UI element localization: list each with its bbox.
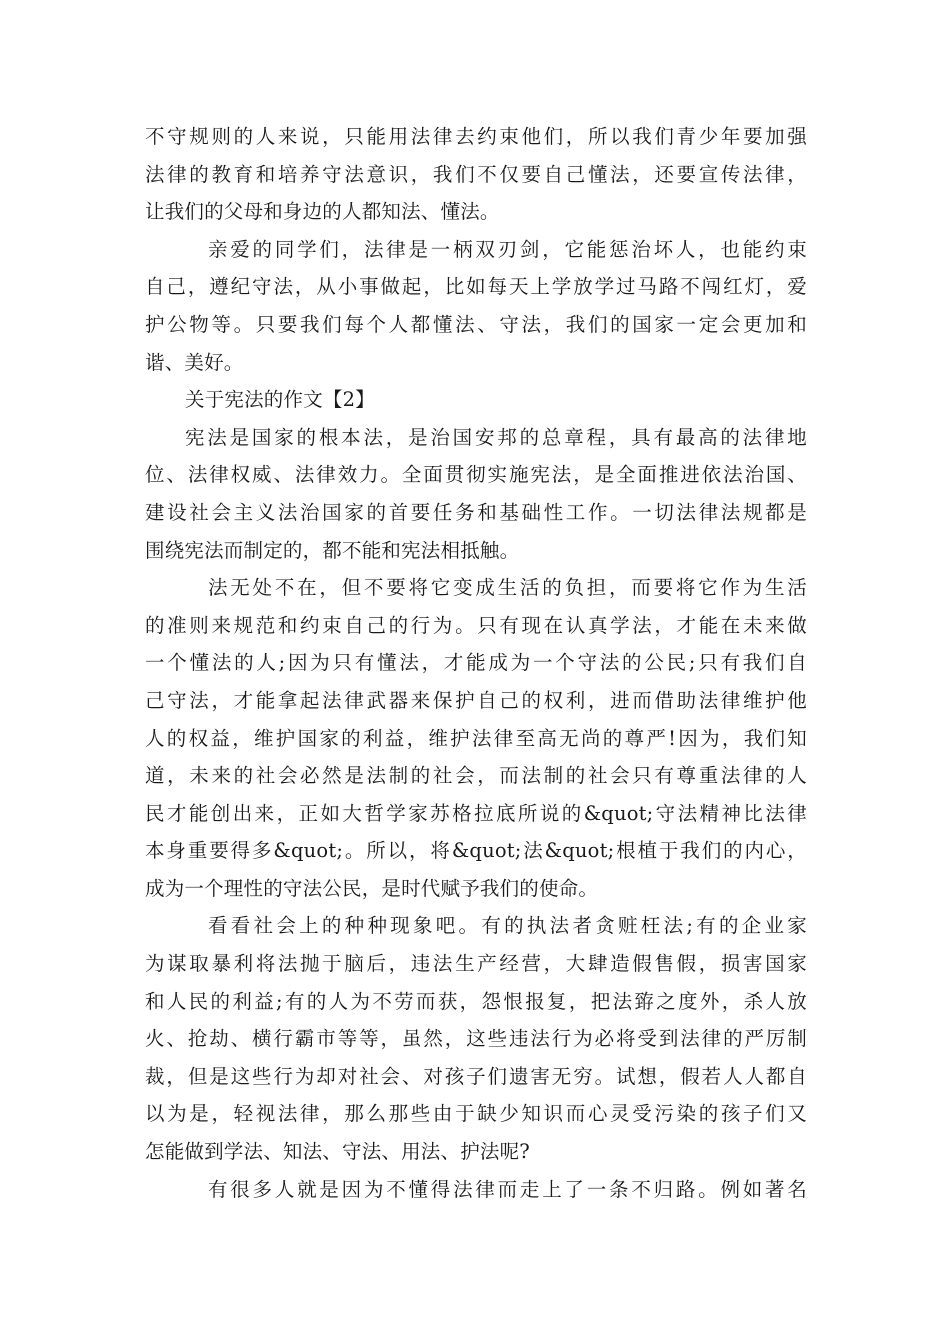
text-line: 成为一个理性的守法公民，是时代赋予我们的使命。 — [145, 876, 599, 900]
text-line: 建设社会主义法治国家的首要任务和基础性工作。一切法律法规都是 — [145, 500, 807, 524]
section-heading: 关于宪法的作文【2】 — [185, 388, 375, 412]
text-line: 宪法是国家的根本法，是治国安邦的总章程，具有最高的法律地 — [185, 425, 807, 449]
text-line: 人的权益，维护国家的利益，维护法律至高无尚的尊严!因为，我们知 — [145, 726, 807, 750]
text-line: 和人民的利益;有的人为不劳而获，怨恨报复，把法臶之度外，杀人放 — [145, 989, 807, 1013]
text-line: 一个懂法的人;因为只有懂法，才能成为一个守法的公民;只有我们自 — [145, 651, 807, 675]
text-line: 围绕宪法而制定的，都不能和宪法相抵触。 — [145, 538, 520, 562]
text-line: 法律的教育和培养守法意识，我们不仅要自己懂法，还要宣传法律， — [145, 162, 807, 186]
text-line: 己守法，才能拿起法律武器来保护自己的权利，进而借助法律维护他 — [145, 688, 807, 712]
text-line: 的准则来规范和约束自己的行为。只有现在认真学法，才能在未来做 — [145, 613, 807, 637]
text-line: 裁，但是这些行为却对社会、对孩子们遗害无穷。试想，假若人人都自 — [145, 1064, 807, 1088]
text-line: 以为是，轻视法律，那么那些由于缺少知识而心灵受污染的孩子们又 — [145, 1102, 807, 1126]
text-line: 位、法律权威、法律效力。全面贯彻实施宪法，是全面推进依法治国、 — [145, 463, 807, 487]
text-line: 自己，遵纪守法，从小事做起，比如每天上学放学过马路不闯红灯，爱 — [145, 275, 807, 299]
text-line: 不守规则的人来说，只能用法律去约束他们，所以我们青少年要加强 — [145, 125, 807, 148]
text-line: 让我们的父母和身边的人都知法、懂法。 — [145, 200, 500, 224]
text-line: 看看社会上的种种现象吧。有的执法者贪赃枉法;有的企业家 — [208, 914, 807, 938]
text-line: 为谋取暴利将法抛于脑后，违法生产经营，大肆造假售假，损害国家 — [145, 952, 807, 976]
text-line: 民才能创出来，正如大哲学家苏格拉底所说的&quot;守法精神比法律 — [145, 801, 807, 825]
text-line: 道，未来的社会必然是法制的社会，而法制的社会只有尊重法律的人 — [145, 764, 807, 788]
text-line: 怎能做到学法、知法、守法、用法、护法呢? — [145, 1140, 530, 1164]
text-line: 法无处不在，但不要将它变成生活的负担，而要将它作为生活 — [208, 576, 807, 600]
text-line: 亲爱的同学们，法律是一柄双刃剑，它能惩治坏人，也能约束 — [208, 237, 807, 261]
document-body — [145, 118, 807, 1208]
text-line: 谐、美好。 — [145, 350, 244, 374]
document-page — [145, 118, 807, 1208]
text-line: 火、抢劫、横行霸市等等，虽然，这些违法行为必将受到法律的严厉制 — [145, 1027, 807, 1051]
text-line: 本身重要得多&quot;。所以，将&quot;法&quot;根植于我们的内心， — [145, 839, 807, 863]
text-line: 护公物等。只要我们每个人都懂法、守法，我们的国家一定会更加和 — [145, 312, 807, 336]
text-line: 有很多人就是因为不懂得法律而走上了一条不归路。例如著名 — [208, 1177, 807, 1201]
